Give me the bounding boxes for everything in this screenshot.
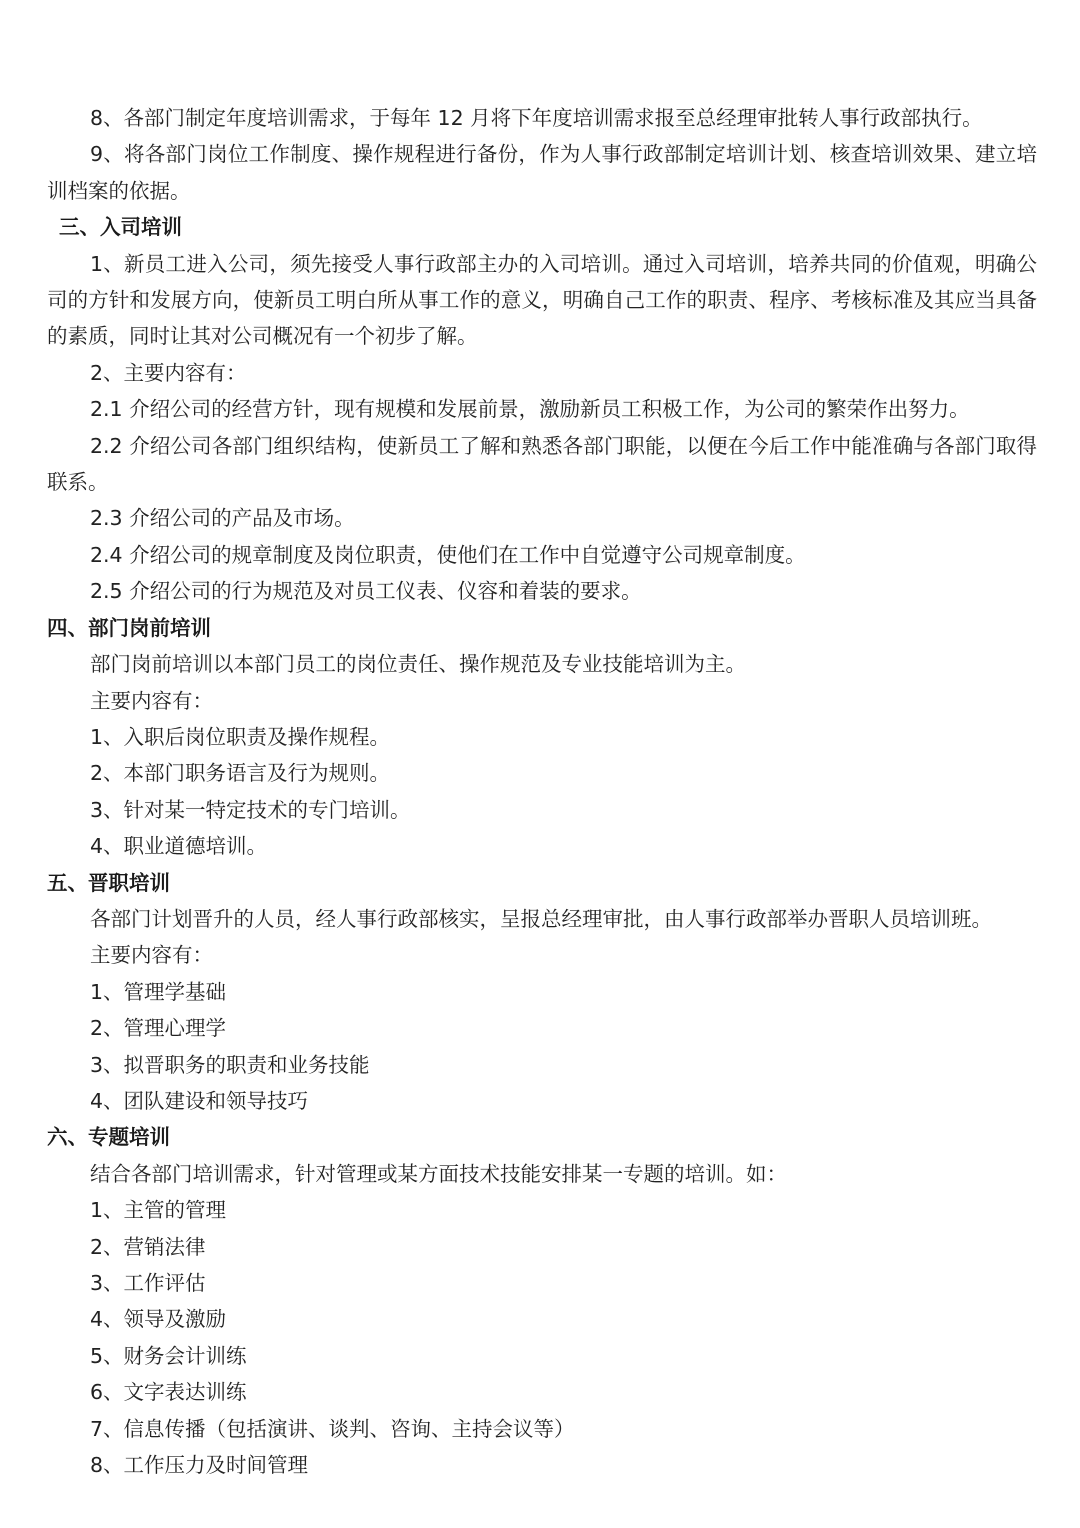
list-item: 2、管理心理学 <box>90 1016 227 1041</box>
list-item: 3、工作评估 <box>90 1271 206 1295</box>
section-3-item-2-1: 2.1 介绍公司的经营方针，现有规模和发展前景，激励新员工积极工作，为公司的繁荣作出努力。 <box>90 397 970 422</box>
section-6-intro: 结合各部门培训需求，针对管理或某方面技术技能安排某一专题的培训。如： <box>90 1161 787 1186</box>
section-3-heading: 三、入司培训 <box>59 215 182 240</box>
section-5-contents-label: 主要内容有： <box>90 943 213 968</box>
paragraph-item-9: 9、将各部门岗位工作制度、操作规程进行备份，作为人事行政部制定培训计划、核查培训效果、建立培训档案的依据。 <box>47 142 1037 203</box>
list-item: 2、营销法律 <box>90 1234 206 1259</box>
section-5-intro: 各部门计划晋升的人员，经人事行政部核实，呈报总经理审批，由人事行政部举办晋职人员培训班。 <box>90 906 992 931</box>
document-body <box>47 100 1037 1483</box>
section-4-contents-label: 主要内容有： <box>90 688 213 713</box>
section-4-intro: 部门岗前培训以本部门员工的岗位责任、操作规范及专业技能培训为主。 <box>90 652 746 677</box>
list-item: 3、针对某一特定技术的专门培训。 <box>90 797 411 822</box>
section-6-heading: 六、专题培训 <box>47 1125 170 1150</box>
list-item: 8、工作压力及时间管理 <box>90 1453 309 1478</box>
list-item: 6、文字表达训练 <box>90 1380 247 1405</box>
list-item: 1、主管的管理 <box>90 1198 227 1223</box>
list-item: 1、入职后岗位职责及操作规程。 <box>90 724 391 749</box>
list-item: 4、职业道德培训。 <box>90 834 268 859</box>
section-3-paragraph-1: 1、新员工进入公司，须先接受人事行政部主办的入司培训。通过入司培训，培养共同的价值观，明确公司的方针和发展方向，使新员工明白所从事工作的意义，明确自己工作的职责、程序、考核标准及其应当具备的素质，同时让其对公司概况有一个初步了解。 <box>47 251 1037 349</box>
section-3-contents-label: 2、主要内容有： <box>90 360 247 385</box>
list-item: 5、财务会计训练 <box>90 1343 247 1368</box>
list-item: 1、管理学基础 <box>90 979 227 1004</box>
section-3-item-2-3: 2.3 介绍公司的产品及市场。 <box>90 506 355 531</box>
section-3-item-2-5: 2.5 介绍公司的行为规范及对员工仪表、仪容和着装的要求。 <box>90 579 642 604</box>
section-4-heading: 四、部门岗前培训 <box>47 615 211 640</box>
list-item: 7、信息传播（包括演讲、谈判、咨询、主持会议等） <box>90 1416 575 1441</box>
section-3-item-2-4: 2.4 介绍公司的规章制度及岗位职责，使他们在工作中自觉遵守公司规章制度。 <box>90 542 806 567</box>
list-item: 4、团队建设和领导技巧 <box>90 1088 309 1113</box>
list-item: 3、拟晋职务的职责和业务技能 <box>90 1052 370 1077</box>
list-item: 2、本部门职务语言及行为规则。 <box>90 761 391 786</box>
section-5-heading: 五、晋职培训 <box>47 870 170 895</box>
paragraph-item-8: 8、各部门制定年度培训需求，于每年 12 月将下年度培训需求报至总经理审批转人事行政部执行。 <box>90 106 983 130</box>
list-item: 4、领导及激励 <box>90 1307 227 1332</box>
section-3-item-2-2: 2.2 介绍公司各部门组织结构，使新员工了解和熟悉各部门职能，以便在今后工作中能准确与各部门取得联系。 <box>47 433 1037 495</box>
